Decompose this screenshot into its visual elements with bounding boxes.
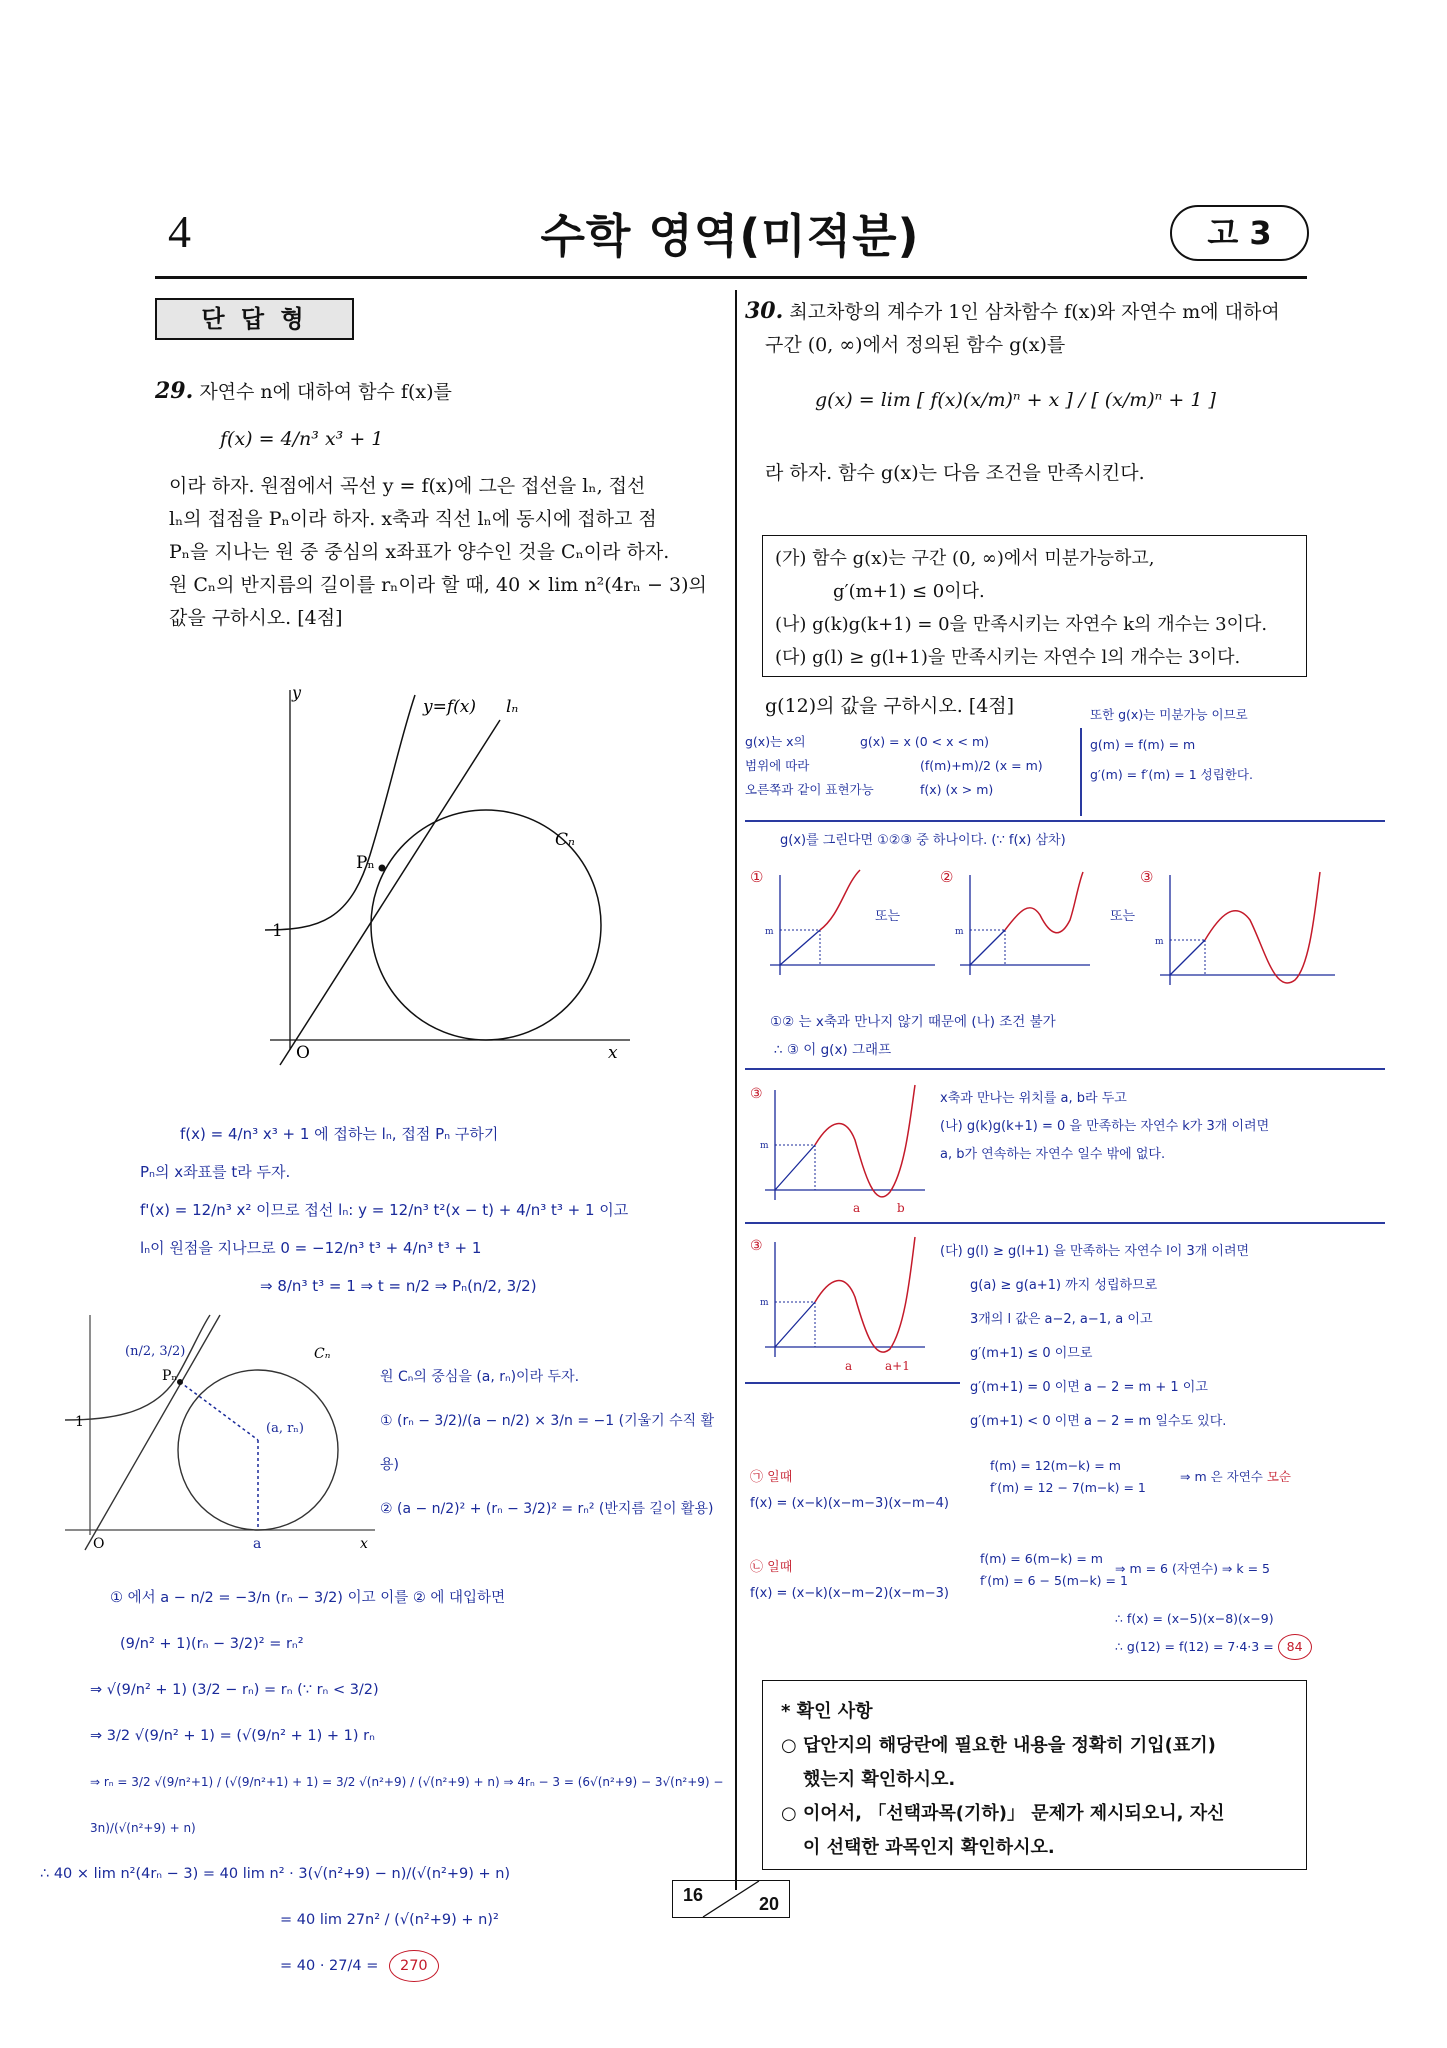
svg-text:m: m [765,927,774,937]
cond-b: (나) g(k)g(k+1) = 0을 만족시키는 자연수 k의 개수는 3이다. [775,614,1268,635]
q30-conditions [762,535,1307,677]
q30-ask: g(12)의 값을 구하시오. [4점] [765,695,1015,717]
q30-sol-piece-intro: g(x)는 x의 범위에 따라 오른쪽과 같이 표현가능 [745,734,874,797]
sol-fig-point-label: (n/2, 3/2) [125,1344,186,1359]
q29-answer: 270 [389,1950,439,1982]
fig-line-label: lₙ [506,697,519,717]
sol-fig-point: Pₙ [162,1368,178,1384]
q29-solution-top [140,1115,720,1305]
fig-y-label: y [292,683,302,702]
q29-sol-l11: ⇒ √(9/n² + 1) (3/2 − rₙ) = rₙ (∵ rₙ < 3/2) [90,1682,379,1698]
svg-text:m: m [760,1141,769,1151]
q30-line3: 라 하자. 함수 g(x)는 다음 조건을 만족시킨다. [765,462,1145,484]
fig-point-label: Pₙ [356,853,375,873]
q30-conclusion: ∴ f(x) = (x−5)(x−8)(x−9) ∴ g(12) = f(12) = 7·4·3 = 84 [1115,1605,1335,1661]
q30-case1-system: f(m) = 12(m−k) = m f′(m) = 12 − 7(m−k) = 1 [990,1458,1146,1495]
q30-problem [745,295,1310,490]
sketch-ab-b: b [897,1201,905,1215]
section-label: 단 답 형 [155,298,354,340]
q29-formula: f(x) = 4/n³ x³ + 1 [220,428,384,450]
page-number: 4 [168,206,191,257]
fig-origin-label: O [296,1043,310,1063]
q30-formula: g(x) = lim [ f(x)(x/m)ⁿ + x ] / [ (x/m)ⁿ + 1 ] [815,389,1216,411]
q29-sol-l4: lₙ이 원점을 지나므로 0 = −12/n³ t³ + 4/n³ t³ + 1 [140,1239,482,1257]
page-current: 16 [683,1885,704,1905]
q30-number: 30. [745,298,784,324]
q29-sol-l3: f'(x) = 12/n³ x² 이므로 접선 lₙ: y = 12/n³ t²(x − t) + 4/n³ t³ + 1 이고 [140,1201,629,1219]
sketch-ab-a: a [853,1201,861,1215]
q30-sol-s8-s13: (다) g(l) ≥ g(l+1) 을 만족하는 자연수 l이 3개 이려면 g(a) ≥ g(a+1) 까지 성립하므로 3개의 l 값은 a−2, a−1, a 이고 g′(m+1) ≤ 0 이므로 g′(m+1) = 0 이면 a − 2 = m + 1 이고 g′(m+1) < 0 이면 a − 2 = m 일수도 있다. [940,1244,1250,1429]
q29-sol-l1: f(x) = 4/n³ x³ + 1 에 접하는 lₙ, 접점 Pₙ 구하기 [180,1125,499,1143]
sketch-or-1: 또는 [875,909,901,924]
q29-body3: Pₙ을 지나는 원 중 중심의 x좌표가 양수인 것을 Cₙ이라 하자. [169,541,670,563]
q30-answer: 84 [1278,1634,1312,1660]
fig-x-label: x [608,1043,618,1063]
q29-body4: 원 Cₙ의 반지름의 길이를 rₙ이라 할 때, 40 × lim n²(4rₙ − 3)의 [169,574,707,596]
q30-line1: 최고차항의 계수가 1인 삼차함수 f(x)와 자연수 m에 대하여 [789,301,1280,323]
svg-text:m: m [955,927,964,937]
sol-fig-x: x [360,1536,368,1552]
svg-text:①: ① [750,868,764,886]
q30-sol-rule4 [745,1382,960,1384]
notice-item1a: ○ 답안지의 해당란에 필요한 내용을 정확히 기입(표기) [781,1735,1216,1756]
cond-a1: (가) 함수 g(x)는 구간 (0, ∞)에서 미분가능하고, [775,548,1155,569]
q30-case2-result: ⇒ m = 6 (자연수) ⇒ k = 5 [1115,1561,1270,1576]
grade-badge: 고 3 [1170,205,1309,261]
q29-sol-l12: ⇒ 3/2 √(9/n² + 1) = (√(9/n² + 1) + 1) rₙ [90,1728,375,1744]
curve-fx [265,695,415,930]
q30-sol-piecewise: g(x) = x (0 < x < m) (f(m)+m)/2 (x = m) f(x) (x > m) [860,734,1043,797]
q29-sol-l10: (9/n² + 1)(rₙ − 3/2)² = rₙ² [120,1636,304,1652]
svg-text:m: m [1155,937,1164,947]
q30-sketches [745,860,1345,1000]
sol-fig-one: 1 [75,1414,84,1430]
page-indicator [672,1880,790,1918]
q30-sketch-ab [745,1080,935,1220]
q29-problem [155,375,715,635]
q29-sol-l5: ⇒ 8/n³ t³ = 1 ⇒ t = n/2 ⇒ Pₙ(n/2, 3/2) [260,1277,537,1295]
svg-text:③: ③ [750,1086,763,1102]
tangent-ln [280,720,500,1065]
q29-solution-figure [60,1310,380,1560]
q30-sol-s2: g(x)를 그린다면 ①②③ 중 하나이다. (∵ f(x) 삼차) [780,833,1066,848]
cond-a2: g′(m+1) ≤ 0이다. [833,581,985,602]
sol-fig-origin: O [93,1536,105,1552]
q30-sol-rule3 [745,1222,1385,1224]
q29-intro: 자연수 n에 대하여 함수 f(x)를 [199,381,452,403]
q29-number: 29. [155,378,194,404]
svg-text:m: m [760,1298,769,1308]
q29-sol-l16: = 40 · 27/4 = [280,1958,379,1974]
page-title: 수학 영역(미적분) [540,209,920,263]
q30-sketch-a1 [745,1232,935,1377]
notice-box [762,1680,1307,1870]
q30-case1-result: ⇒ m 은 자연수 모순 [1180,1469,1292,1484]
q30-sol-rule1 [745,820,1385,822]
q29-sol-l6: 원 Cₙ의 중심을 (a, rₙ)이라 두자. [380,1369,580,1385]
q30-line2: 구간 (0, ∞)에서 정의된 함수 g(x)를 [765,334,1066,356]
sketch-3 [1140,868,1335,985]
sol-fig-circle: Cₙ [314,1346,331,1362]
cond-c: (다) g(l) ≥ g(l+1)을 만족시키는 자연수 l의 개수는 3이다. [775,647,1241,668]
q30-sol-s5-s7: x축과 만나는 위치를 a, b라 두고 (나) g(k)g(k+1) = 0 을 만족하는 자연수 k가 3개 이려면 a, b가 연속하는 자연수 일수 밖에 없다. [940,1091,1270,1162]
fig-one-label: 1 [272,921,283,941]
sol-fig-a: a [253,1536,262,1552]
q29-body1: 이라 하자. 원점에서 곡선 y = f(x)에 그은 접선을 lₙ, 접선 [169,475,646,497]
q30-sol-diff: 또한 g(x)는 미분가능 이므로 g(m) = f(m) = m g′(m) = f′(m) = 1 성립한다. [1090,707,1253,782]
notice-title: * 확인 사항 [781,1701,873,1722]
q30-sol-s3s4: ①② 는 x축과 만나지 않기 때문에 (나) 조건 불가 ∴ ③ 이 g(x) 그래프 [770,1014,1056,1058]
sketch-a1-a1: a+1 [885,1359,910,1373]
sketch-1 [750,868,935,975]
q29-figure [260,680,640,1070]
q29-sol-l15: = 40 lim 27n² / (√(n²+9) + n)² [280,1912,499,1928]
sketch-a1-a: a [845,1359,853,1373]
q29-sol-l13: ⇒ rₙ = 3/2 √(9/n²+1) / (√(9/n²+1) + 1) = 3/2 √(n²+9) / (√(n²+9) + n) ⇒ 4rₙ − 3 = (6√(n²+9) − 3√(n²+9) − 3n)/(√(n²+9) + n) [90,1775,724,1835]
q30-sol-divider [1080,728,1082,816]
q29-solution-right [380,1355,720,1531]
sol-fig-center: (a, rₙ) [266,1421,304,1436]
point-pn [379,865,386,872]
q29-sol-l14: ∴ 40 × lim n²(4rₙ − 3) = 40 lim n² · 3(√(n²+9) − n)/(√(n²+9) + n) [40,1866,511,1882]
q30-sol-rule2 [745,1068,1385,1070]
q29-sol-l7: ① (rₙ − 3/2)/(a − n/2) × 3/n = −1 (기울기 수직 활용) [380,1413,715,1473]
svg-text:③: ③ [750,1238,763,1254]
q29-sol-l8: ② (a − n/2)² + (rₙ − 3/2)² = rₙ² (반지름 길이 활용) [380,1501,714,1517]
q29-sol-l9: ① 에서 a − n/2 = −3/n (rₙ − 3/2) 이고 이를 ② 에 대입하면 [110,1590,506,1606]
notice-item1b: 했는지 확인하시오. [803,1769,956,1790]
page-total: 20 [758,1894,779,1914]
q29-body2: lₙ의 접점을 Pₙ이라 하자. x축과 직선 lₙ에 동시에 접하고 점 [169,508,657,530]
header-rule [155,276,1307,279]
q30-case1: ㉠ 일때 f(x) = (x−k)(x−m−3)(x−m−4) [750,1470,949,1511]
q30-case2: ㉡ 일때 f(x) = (x−k)(x−m−2)(x−m−3) [750,1560,949,1601]
fig-curve-label: y=f(x) [423,697,476,717]
svg-text:③: ③ [1140,868,1154,886]
notice-item2a: ○ 이어서, 「선택과목(기하)」 문제가 제시되오니, 자신 [781,1803,1225,1824]
q29-body5: 값을 구하시오. [4점] [169,607,343,629]
sketch-or-2: 또는 [1110,909,1136,924]
notice-item2b: 이 선택한 과목인지 확인하시오. [803,1837,1055,1858]
q29-solution-bottom [40,1575,730,1989]
svg-text:②: ② [940,868,954,886]
q29-sol-l2: Pₙ의 x좌표를 t라 두자. [140,1163,291,1181]
column-divider [735,290,737,1890]
q30-case2-system: f(m) = 6(m−k) = m f′(m) = 6 − 5(m−k) = 1 [980,1551,1128,1588]
sketch-2 [940,868,1090,975]
fig-circle-label: Cₙ [555,830,575,850]
